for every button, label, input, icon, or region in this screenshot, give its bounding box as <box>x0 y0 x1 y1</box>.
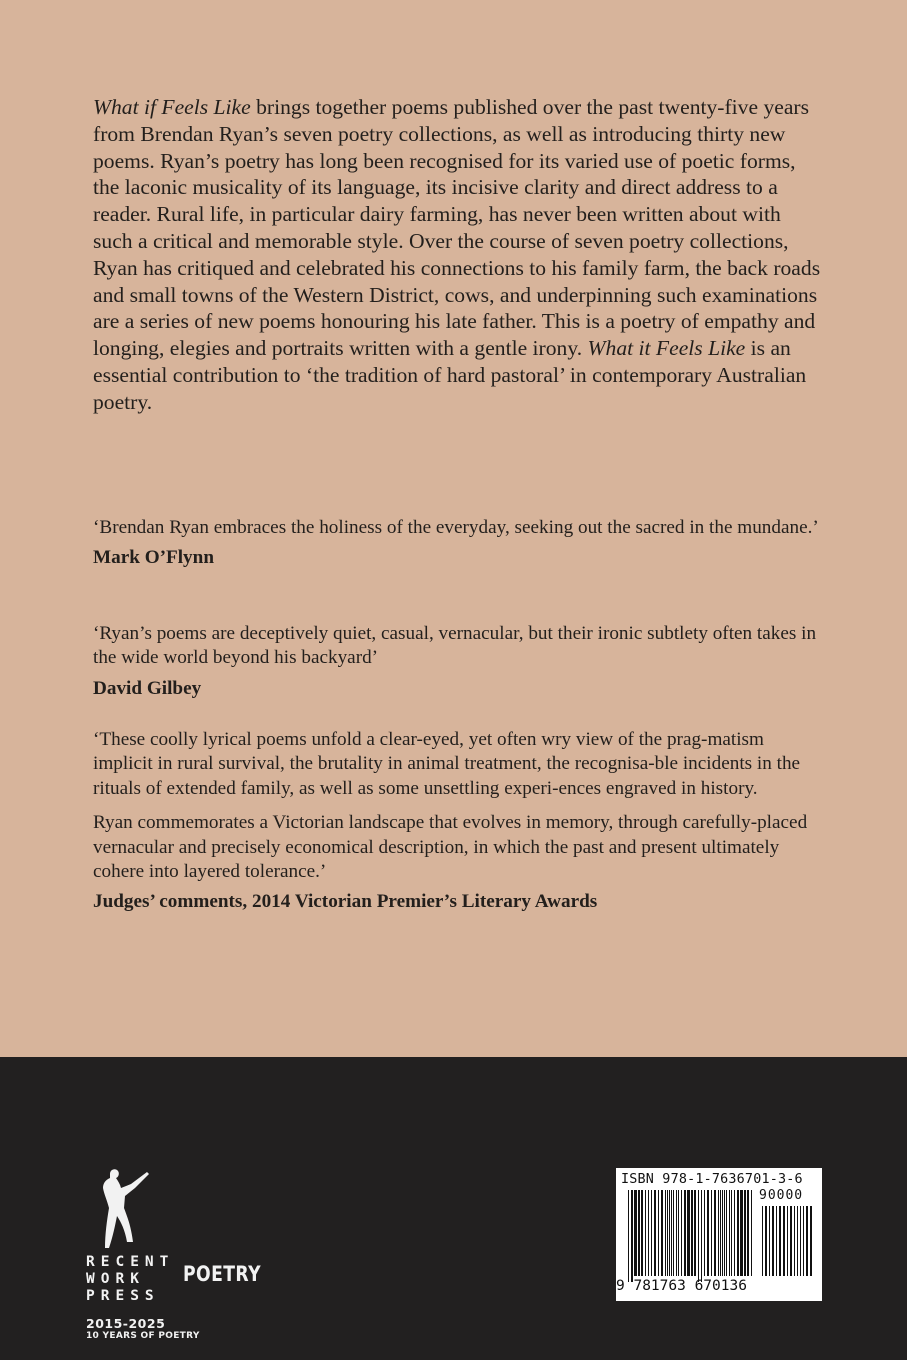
barcode-bar <box>720 1190 721 1276</box>
barcode-bar <box>729 1190 730 1276</box>
addon-bar <box>779 1206 781 1276</box>
barcode-bar <box>701 1190 702 1282</box>
barcode-bar <box>731 1190 732 1276</box>
logo-line: PRESS <box>86 1288 160 1304</box>
barcode-bar <box>661 1190 663 1276</box>
quote-text: Ryan commemorates a Victorian landscape that evolves in memory, through carefully-placed vernacular and precisely economical description, in which the past and present ultimately cohere into layered tolerance.’ <box>93 812 808 883</box>
logo-line: WORK <box>86 1271 145 1287</box>
worker-figure-icon <box>91 1168 151 1254</box>
addon-bar <box>794 1206 795 1276</box>
barcode-bar <box>707 1190 709 1276</box>
barcode-bar <box>645 1190 646 1276</box>
barcode-bar <box>698 1190 699 1282</box>
barcode-bar <box>628 1190 629 1282</box>
barcode-bar <box>747 1190 749 1276</box>
barcode-bar <box>681 1190 682 1276</box>
quote-text: ‘These coolly lyrical poems unfold a clear-eyed, yet often wry view of the prag-matism implicit in rural survival, the brutality in animal treatment, the recognisa-ble incidents in the rituals of extended family, as well as some unsettling experi-ences engraved in history. <box>93 729 801 799</box>
barcode-bar <box>678 1190 679 1276</box>
isbn-barcode <box>616 1168 822 1301</box>
addon-bar <box>776 1206 777 1276</box>
logo-tagline: 10 YEARS OF POETRY <box>86 1331 200 1341</box>
barcode-bar <box>651 1190 652 1276</box>
addon-bar <box>762 1206 763 1276</box>
barcode-bar <box>673 1190 674 1276</box>
barcode-bar <box>751 1190 752 1276</box>
barcode-bar <box>704 1190 705 1276</box>
review-quote <box>93 516 823 570</box>
review-quote <box>93 622 823 701</box>
barcode-bar <box>648 1190 649 1276</box>
review-quote <box>93 728 823 914</box>
barcode-bar <box>691 1190 693 1276</box>
barcode-bar <box>724 1190 725 1276</box>
barcode-bar <box>669 1190 670 1276</box>
addon-bar <box>783 1206 785 1276</box>
quote-attribution: Mark O’Flynn <box>93 547 214 569</box>
barcode-bar <box>654 1190 656 1276</box>
addon-bar <box>797 1206 798 1276</box>
addon-bar <box>772 1206 774 1276</box>
blurb-book-title-2: What it Feels Like <box>587 336 746 361</box>
barcode-bar <box>631 1190 633 1282</box>
barcode-bar <box>641 1190 643 1276</box>
addon-bar <box>803 1206 804 1276</box>
barcode-bar <box>740 1190 743 1276</box>
barcode-bar <box>714 1190 716 1276</box>
barcode-bar <box>687 1190 690 1276</box>
addon-bar <box>806 1206 808 1276</box>
blurb-text-part1: brings together poems published over the past twenty-five years from Brendan Ryan’s seven poetry collections, as well as introducing thirty new poems. Ryan’s poetry has long been recognised for its varied use of poetic forms, the laconic musicality of its language, its incisive clarity and direct address to a reader. Rural life, in particular dairy farming, has never been written about with such a critical and memorable style. Over the course of seven poetry collections, Ryan has critiqued and celebrated his connections to his family farm, the back roads and small towns of the Western District, cows, and underpinning such examinations are a series of new poems honouring his late father. This is a poetry of empathy and longing, elegies and portraits written with a gentle irony. <box>93 95 821 361</box>
barcode-bar <box>671 1190 672 1276</box>
addon-bar <box>790 1206 792 1276</box>
barcode-bar <box>734 1190 735 1276</box>
barcode-bar <box>694 1190 696 1276</box>
blurb-book-title: What if Feels Like <box>93 95 251 119</box>
barcode-bar <box>737 1190 739 1276</box>
publisher-logo <box>86 1168 200 1342</box>
barcode-bar <box>722 1190 723 1276</box>
addon-bar <box>810 1206 812 1276</box>
barcode-bar <box>684 1190 686 1276</box>
barcode-bar <box>667 1190 668 1276</box>
isbn-label: ISBN 978-1-7636701-3-6 <box>621 1172 803 1187</box>
addon-digits: 90000 <box>759 1188 804 1203</box>
barcode-bar <box>658 1190 659 1276</box>
blurb-paragraph <box>93 94 823 416</box>
blurb-text-part2: is an essential contribution to ‘the tradition of hard pastoral’ in contemporary Australian poetry. <box>93 336 807 414</box>
barcode-bar <box>634 1190 637 1276</box>
logo-years: 2015-2025 <box>86 1316 166 1331</box>
addon-bar <box>769 1206 770 1276</box>
addon-bar <box>765 1206 767 1276</box>
addon-bar <box>787 1206 788 1276</box>
barcode-bar <box>726 1190 727 1276</box>
quote-attribution: David Gilbey <box>93 677 202 699</box>
logo-line: RECENT <box>86 1254 175 1270</box>
barcode-bar <box>665 1190 666 1276</box>
barcode-bar <box>638 1190 640 1276</box>
quote-text: ‘Ryan’s poems are deceptively quiet, casual, vernacular, but their ironic subtlety often takes in the wide world beyond his backyard’ <box>93 623 817 669</box>
category-label: POETRY <box>183 1262 262 1286</box>
quote-text: ‘Brendan Ryan embraces the holiness of the everyday, seeking out the sacred in the mundane.’ <box>93 517 819 538</box>
barcode-bar <box>676 1190 677 1276</box>
ean-digits: 9 781763 670136 <box>616 1278 747 1294</box>
addon-bar <box>800 1206 801 1276</box>
barcode-bar <box>718 1190 719 1276</box>
quote-attribution: Judges’ comments, 2014 Victorian Premier’s Literary Awards <box>93 891 598 913</box>
barcode-bar <box>744 1190 746 1276</box>
barcode-bar <box>711 1190 712 1276</box>
